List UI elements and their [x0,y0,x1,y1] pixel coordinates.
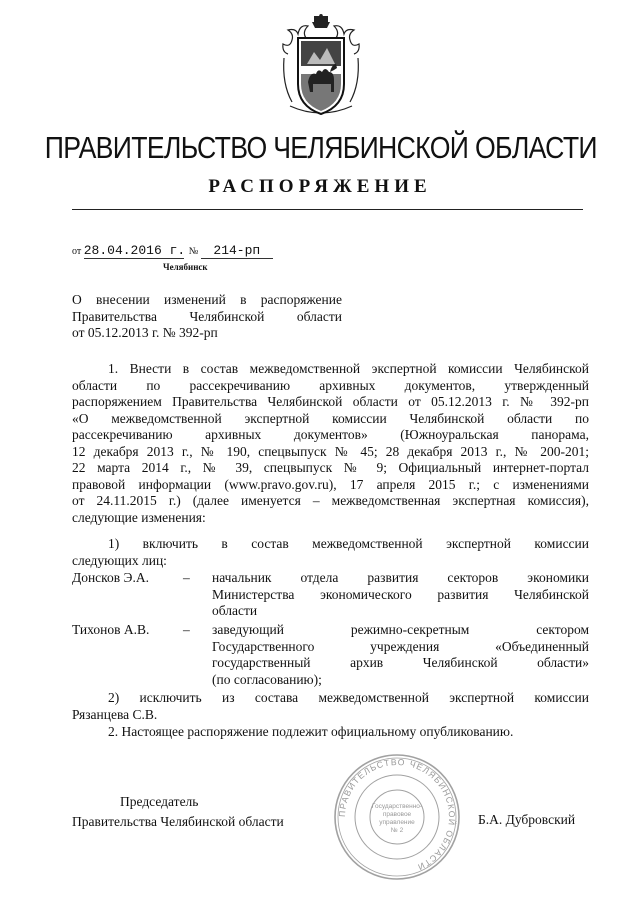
date-from-label: от [72,246,82,257]
person-name: Донсков Э.А. [72,570,149,585]
document-type-heading: РАСПОРЯЖЕНИЕ [208,176,432,197]
seal-center-line: правовое [382,811,412,818]
person-dash: – [183,622,190,637]
clause-line: 2. Настоящее распоряжение подлежит официальному опубликованию. [108,724,514,739]
clause-1 [72,361,589,526]
clause-line: Рязанцева С.В. [72,706,158,722]
position-line: Государственного учреждения «Объединенный [212,638,589,654]
clause-line: 12 декабря 2013 г., № 190, спецвыпуск № 45; 28 декабря 2013 г., № 200-201; [72,443,589,459]
issue-city: Челябинск [163,262,208,272]
seal-center-line: управление [379,819,415,826]
signatory-title-line: Правительства Челябинской области [72,814,284,829]
clause-line: следующие изменения: [72,509,206,525]
person-name: Тихонов А.В. [72,622,150,637]
signatory-name: Б.А. Дубровский [478,812,576,827]
clause-line: от 24.11.2015 г.) (далее именуется – межведомственная экспертная комиссия), [72,493,589,508]
clause-line: 2) исключить из состава межведомственной экспертной комиссии [108,690,589,705]
clause-line: 1. Внести в состав межведомственной экспертной комиссии Челябинской [108,361,589,376]
government-title: ПРАВИТЕЛЬСТВО ЧЕЛЯБИНСКОЙ ОБЛАСТИ [44,130,597,165]
clause-line: 22 марта 2014 г., № 39, спецвыпуск № 9; Официальный интернет-портал [72,460,589,475]
position-line: государственный архив Челябинской области» [212,655,589,670]
clause-line: распоряжением Правительства Челябинской области от 05.12.2013 г. № 392-рп [72,394,589,409]
subject-line: от 05.12.2013 г. № 392-рп [72,325,218,340]
date-number-line [72,244,273,259]
person-position [212,622,589,688]
position-line: (по согласованию); [212,671,322,687]
signatory-title-line: Председатель [120,794,199,809]
clause-2 [72,724,589,741]
document-number: 214-рп [201,244,273,259]
clause-line: правовой информации (www.pravo.gov.ru), 17 апреля 2015 г.; с изменениями [72,476,589,492]
position-line: начальник отдела развития секторов экономики [212,570,589,585]
person-dash: – [183,570,190,585]
number-label: № [188,246,199,257]
position-line: заведующий режимно-секретным сектором [212,622,589,637]
clause-line: области по рассекречиванию архивных документов, утвержденный [72,377,589,393]
person-position [212,570,589,620]
seal-outer-text: ПРАВИТЕЛЬСТВО ЧЕЛЯБИНСКОЙ ОБЛАСТИ [336,756,458,873]
clause-line: следующих лиц: [72,552,167,568]
subclause-1 [72,536,589,569]
coat-of-arms-emblem [280,14,362,126]
seal-center-line: Государственно- [371,803,423,810]
subject-line: Правительства Челябинской области [72,308,342,324]
position-line: области [212,603,258,618]
document-subject [72,292,342,342]
signatory-title [72,792,284,832]
official-seal-stamp [332,752,462,882]
document-date: 28.04.2016 г. [83,243,186,258]
position-line: Министерства экономического развития Челябинской [212,586,589,602]
clause-line: «О межведомственной экспертной комиссии Челябинской области по [72,410,589,426]
clause-line: рассекречиванию архивных документов» (Южноуральская панорама, [72,427,589,442]
subclause-2 [72,690,589,723]
header-divider [72,209,583,210]
clause-line: 1) включить в состав межведомственной экспертной комиссии [108,536,589,551]
subject-line: О внесении изменений в распоряжение [72,292,342,307]
seal-center-line: № 2 [390,827,404,834]
